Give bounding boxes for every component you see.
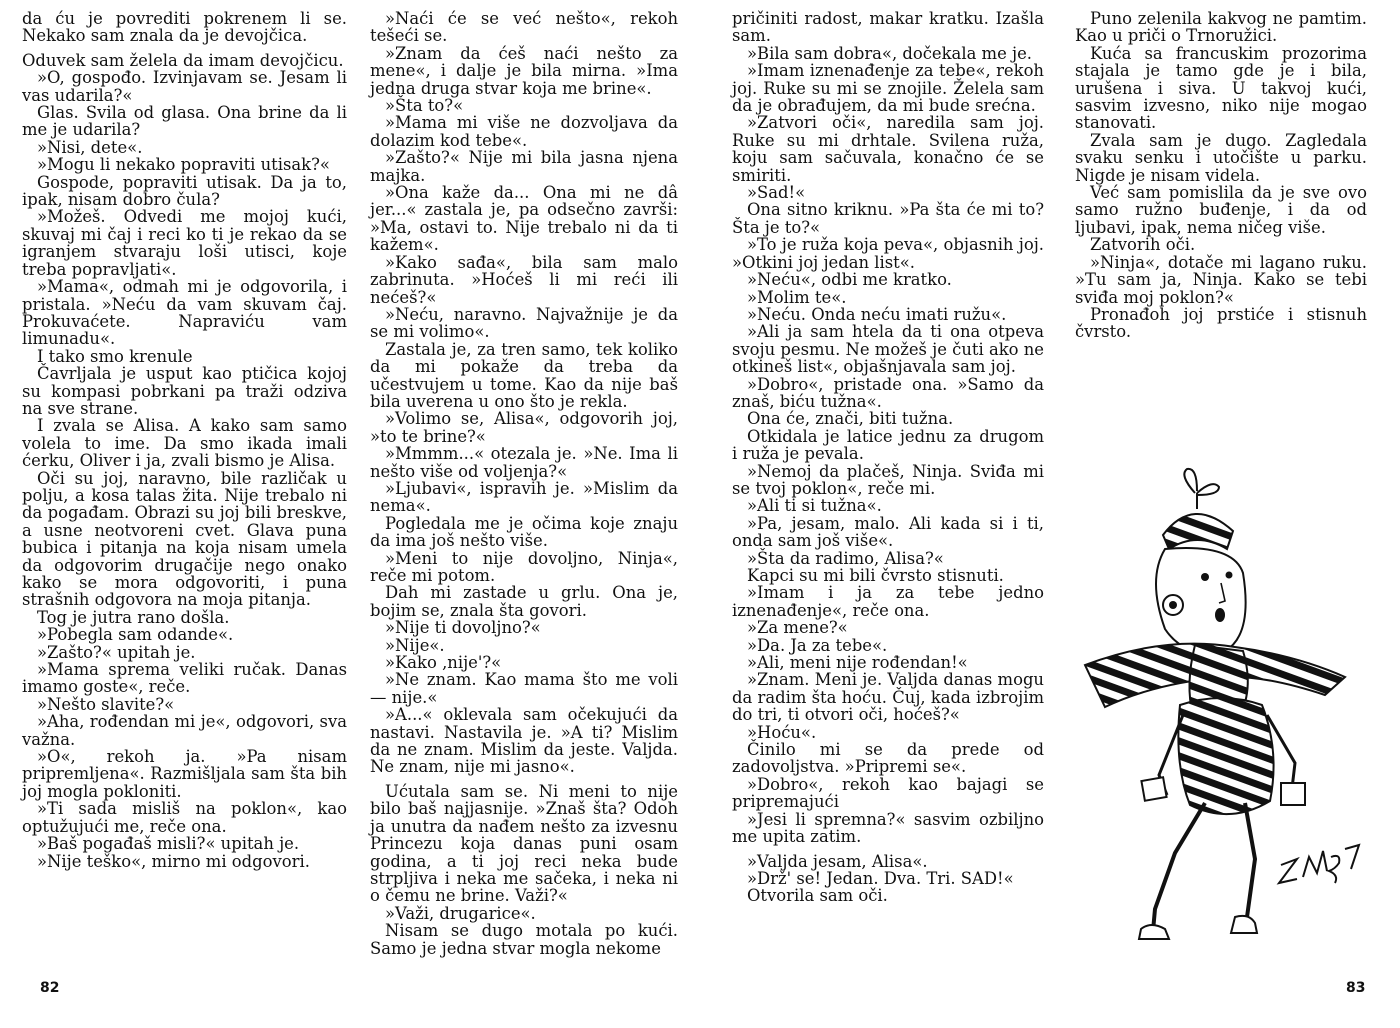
paragraph: »O, gospođo. Izvinjavam se. Jesam li vas udarila?« xyxy=(22,68,347,105)
paragraph: Ona će, znači, biti tužna. xyxy=(747,409,954,429)
paragraph: Kuća sa francuskim prozorima stajala je tamo gde je i bila, urušena i siva. U takvoj kući, sasvim izvesno, niko nije mogao stanovati. xyxy=(1075,43,1367,133)
paragraph: »Nemoj da plačeš, Ninja. Sviđa mi se tvoj poklon«, reče mi. xyxy=(732,461,1044,498)
paragraph: Puno zelenila kakvog ne pamtim. Kao u priči o Trnoružici. xyxy=(1075,9,1367,46)
paragraph: »To je ruža koja peva«, objasnih joj. »Otkini joj jedan list«. xyxy=(732,235,1044,272)
paragraph: »Bila sam dobra«, dočekala me je. xyxy=(747,43,1032,63)
paragraph: »Za mene?« xyxy=(747,618,848,638)
paragraph: Oduvek sam želela da imam devojčicu. xyxy=(22,50,344,70)
paragraph: »A...« oklevala sam očekujući da nastavi. Nastavila je. »A ti? Mislim da ne znam. Mislim da jeste. Valjda. Ne znam, nije mi jasno«. xyxy=(370,705,678,777)
paragraph: »Ninja«, dotače mi lagano ruku. »Tu sam ja, Ninja. Kako se tebi sviđa moj poklon?« xyxy=(1075,252,1367,307)
paragraph: »Valjda jesam, Alisa«. xyxy=(747,851,928,871)
paragraph: I tako smo krenule xyxy=(37,346,193,366)
paragraph: Već sam pomislila da je sve ovo samo ružno buđenje, i da od ljubavi, ipak, nema ničeg više. xyxy=(1075,183,1367,237)
paragraph: »Sad!« xyxy=(747,183,806,203)
paragraph: Ona sitno kriknu. »Pa šta će mi to? Šta je to?« xyxy=(732,200,1044,237)
paragraph: »Neću«, odbi me kratko. xyxy=(747,270,952,290)
paragraph: »Dobro«, rekoh kao bajagi se pripremajući xyxy=(732,774,1044,812)
paragraph: Činilo mi se da prede od zadovoljstva. »Pripremi se«. xyxy=(732,740,1044,777)
paragraph: »Kako sađa«, bila sam malo zabrinuta. »Hoćeš li mi reći ili nećeš?« xyxy=(370,252,678,307)
paragraph: »Kako ‚nije'?« xyxy=(385,653,502,673)
paragraph: »Zatvori oči«, naredila sam joj. Ruke su mi drhtale. Svilena ruža, koju sam sačuvala, konačno će se smiriti. xyxy=(732,113,1044,185)
signature-mark xyxy=(1279,845,1359,883)
paragraph: »Drž' se! Jedan. Dva. Tri. SAD!« xyxy=(747,868,1014,888)
paragraph: »Možeš. Odvedi me mojoj kući, skuvaj mi čaj i reci ko ti je rekao da se igranjem stvaraju loši utisci, koje treba popravljati«. xyxy=(22,207,347,279)
paragraph: »Dobro«, pristade ona. »Samo da znaš, biću tužna«. xyxy=(732,374,1044,411)
paragraph: »Znam da ćeš naći nešto za mene«, i dalje je bila mirna. »Ima jedna druga stvar koja me brine«. xyxy=(370,43,678,98)
paragraph: »Meni to nije dovoljno, Ninja«, reče mi potom. xyxy=(370,548,678,585)
paragraph: Otvorila sam oči. xyxy=(747,886,888,906)
paragraph: »Neću. Onda neću imati ružu«. xyxy=(747,304,1007,324)
propeller-icon xyxy=(1184,469,1219,509)
paragraph: Oči su joj, naravno, bile različak u polju, a kosa talas žita. Nije trebalo ni da pogađam. Obrazi su joj bili breskve, a usne neotvoreni cvet. Glava puna bubica i pitanja na koja nisam umela da odgovorim drugačije nego onako kako se mora odgovoriti, i puna strašnih odgovora na moja pitanja. xyxy=(22,468,347,610)
paragraph: Glas. Svila od glasa. Ona brine da li me je udarila? xyxy=(22,103,347,140)
paragraph: »Ali ti si tužna«. xyxy=(747,496,882,516)
paragraph: »Važi, drugarice«. xyxy=(385,903,536,923)
paragraph: »Aha, rođendan mi je«, odgovori, sva važna. xyxy=(22,712,347,749)
paragraph: »Ne znam. Kao mama što me voli — nije.« xyxy=(370,670,678,707)
paragraph: »Neću, naravno. Najvažnije je da se mi volimo«. xyxy=(370,304,678,342)
page-number-left: 82 xyxy=(40,980,60,996)
paragraph: Pogledala me je očima koje znaju da ima još nešto više. xyxy=(370,513,678,551)
text-column-1 xyxy=(22,10,347,870)
paragraph: »Nije«. xyxy=(385,635,445,655)
page-number-right: 83 xyxy=(1346,980,1366,996)
paragraph: »Hoću«. xyxy=(747,722,817,742)
paragraph: »Pobegla sam odande«. xyxy=(37,625,234,645)
paragraph: Zvala sam je dugo. Zagledala svaku senku i utočište u parku. Nigde je nisam videla. xyxy=(1075,130,1367,185)
paragraph: »Ali ja sam htela da ti ona otpeva svoju pesmu. Ne možeš je čuti ako ne otkineš list«, objašnjavala sam joj. xyxy=(732,322,1044,377)
paragraph: »Znam. Meni je. Valjda danas mogu da radim šta hoću. Čuj, kada izbrojim do tri, ti otvori oči, hoćeš?« xyxy=(732,670,1044,725)
paragraph: »Da. Ja za tebe«. xyxy=(747,635,888,655)
text-column-3 xyxy=(732,10,1044,905)
paragraph: »Baš pogađaš misli?« upitah je. xyxy=(37,834,300,854)
paragraph: »Ti sada misliš na poklon«, kao optužujući me, reče ona. xyxy=(22,799,347,836)
paragraph: »Mama«, odmah mi je odgovorila, i pristala. »Neću da vam skuvam čaj. Prokuvaćete. Napraviću vam limunadu«. xyxy=(22,277,347,349)
paragraph: »Ali, meni nije rođendan!« xyxy=(747,653,968,673)
paragraph: »Volimo se, Alisa«, odgovorih joj, »to te brine?« xyxy=(370,409,678,446)
paragraph: »Mama sprema veliki ručak. Danas imamo goste«, reče. xyxy=(22,660,347,697)
paragraph: Kapci su mi bili čvrsto stisnuti. xyxy=(747,566,1004,585)
paragraph: Gospode, popraviti utisak. Da ja to, ipak, nisam dobro čula? xyxy=(22,172,347,210)
paragraph: »Imam i ja za tebe jedno iznenađenje«, reče ona. xyxy=(732,583,1044,620)
paragraph: »Zašto?« upitah je. xyxy=(37,642,196,662)
paragraph: Zatvorih oči. xyxy=(1090,235,1196,255)
paragraph: »Nije teško«, mirno mi odgovori. xyxy=(37,851,310,871)
paragraph: »Mmmm...« otezala je. »Ne. Ima li nešto više od voljenja?« xyxy=(370,444,678,481)
paragraph: pričiniti radost, makar kratku. Izašla sam. xyxy=(732,9,1044,46)
paragraph: »Nije ti dovoljno?« xyxy=(385,618,541,638)
paragraph: Otkidala je latice jednu za drugom i ruža je pevala. xyxy=(732,426,1044,464)
paragraph: Tog je jutra rano došla. xyxy=(37,607,230,627)
paragraph: Ućutala sam se. Ni meni to nije bilo baš najjasnije. »Znaš šta? Odoh ja unutra da nađem nešto za izvesnu Princezu koja danas puni osam godina, a ti joj reci neka bude strpljiva i neka me sačeka, i neka ni o čemu ne brine. Važi?« xyxy=(370,781,678,906)
paragraph: Zastala je, za tren samo, tek koliko da mi pokaže da treba da učestvujem u tome. Kao da nije baš bila uverena u ono što je rekla. xyxy=(370,339,678,411)
paragraph: »Mogu li nekako popraviti utisak?« xyxy=(37,155,330,175)
right-page xyxy=(700,0,1400,1028)
text-column-2 xyxy=(370,10,678,957)
paragraph: »Nešto slavite?« xyxy=(37,694,175,714)
paragraph: Pronađoh joj prstiće i stisnuh čvrsto. xyxy=(1075,304,1367,342)
paragraph: Nisam se dugo motala po kući. Samo je jedna stvar mogla nekome xyxy=(370,921,678,958)
paragraph: »O«, rekoh ja. »Pa nisam pripremljena«. Razmišljala sam šta bih joj mogla pokloniti. xyxy=(22,747,347,801)
paragraph: Čavrljala je usput kao ptičica kojoj su kompasi pobrkani pa traži odziva na sve strane. xyxy=(22,364,347,418)
paragraph: I zvala se Alisa. A kako sam samo volela to ime. Da smo ikada imali ćerku, Oliver i ja, zvali bismo je Alisa. xyxy=(22,416,347,471)
paragraph: »Pa, jesam, malo. Ali kada si i ti, onda sam još više«. xyxy=(732,513,1044,551)
text-column-4 xyxy=(1075,10,1367,341)
paragraph: »Jesi li spremna?« sasvim ozbiljno me upita zatim. xyxy=(732,809,1044,847)
paragraph: »Nisi, dete«. xyxy=(37,137,143,157)
paragraph: »Zašto?« Nije mi bila jasna njena majka. xyxy=(370,148,678,185)
paragraph: »Mama mi više ne dozvoljava da dolazim kod tebe«. xyxy=(370,113,678,150)
robot-figure-illustration xyxy=(1045,465,1375,965)
paragraph: da ću je povrediti pokrenem li se. Nekako sam znala da je devojčica. xyxy=(22,9,347,46)
paragraph: »Ona kaže da... Ona mi ne dâ jer...« zastala je, pa odsečno završi: »Ma, ostavi to. Nije trebalo ni da ti kažem«. xyxy=(370,183,678,255)
paragraph: »Molim te«. xyxy=(747,287,847,307)
paragraph: »Naći će se već nešto«, rekoh tešeći se. xyxy=(370,9,678,46)
paragraph: Dah mi zastade u grlu. Ona je, bojim se, znala šta govori. xyxy=(370,583,678,620)
paragraph: »Ljubavi«, ispravih je. »Mislim da nema«. xyxy=(370,478,678,516)
paragraph: »Imam iznenađenje za tebe«, rekoh joj. Ruke su mi se znojile. Želela sam da je obrađujem, da mi bude srećna. xyxy=(732,61,1044,116)
paragraph: »Šta to?« xyxy=(385,96,464,116)
paragraph: »Šta da radimo, Alisa?« xyxy=(747,548,944,568)
